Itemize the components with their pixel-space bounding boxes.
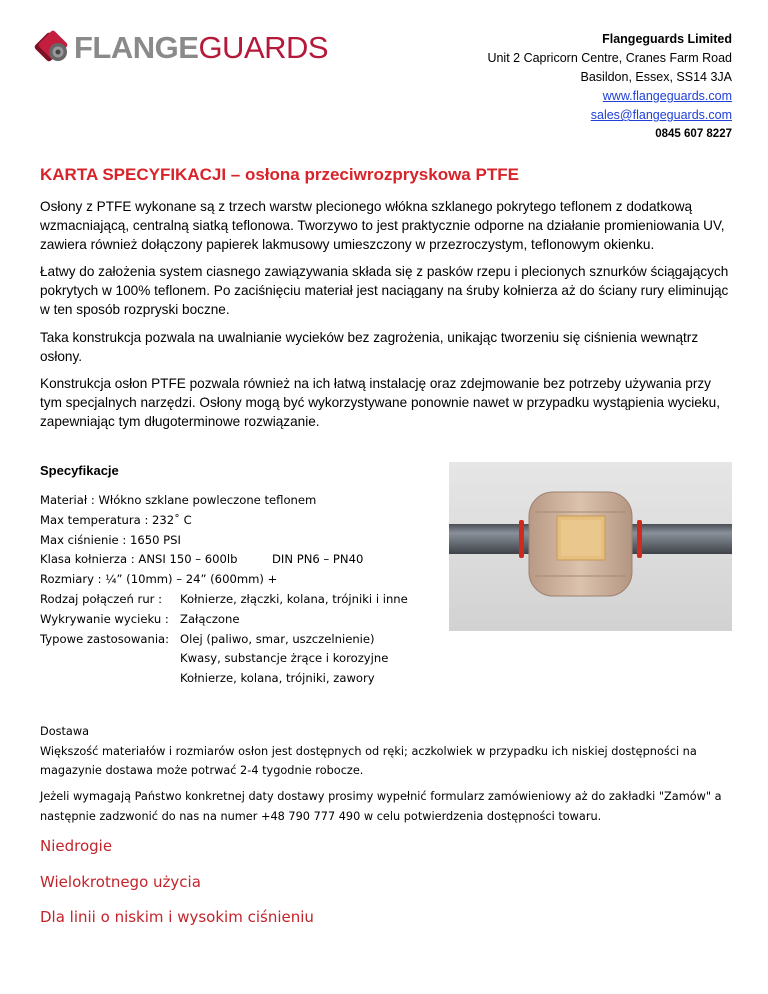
spec-material: Materiał : Włókno szklane powleczone teflonem: [40, 493, 317, 507]
specs-heading: Specyfikacje: [40, 463, 119, 478]
delivery-section: [40, 722, 730, 781]
flangeguards-logo-icon: [32, 28, 72, 68]
product-photo: [449, 462, 732, 631]
feature-3: Dla linii o niskim i wysokim ciśnieniu: [40, 908, 314, 926]
spec-connection-value: Kołnierze, złączki, kolana, trójniki i inne: [180, 591, 408, 606]
logo-part1: FLANGE: [74, 30, 199, 65]
spec-connection-label: Rodzaj połączeń rur :: [40, 591, 163, 606]
company-name: Flangeguards Limited: [602, 32, 732, 46]
paragraph-4: Konstrukcja osłon PTFE pozwala również na ich łatwą instalację oraz zdejmowanie bez potrzeby używania przy tym specjalnych narzędzi. Osłony mogą być wykorzystywane ponownie nawet w przypadku wystąpienia wycieku, zapewniając tym długoterminowe rozwiązanie.: [40, 376, 720, 429]
spec-max-pressure: Max ciśnienie : 1650 PSI: [40, 532, 181, 547]
spec-leak: [40, 610, 408, 630]
page-title: KARTA SPECYFIKACJI – osłona przeciwrozpryskowa PTFE: [40, 165, 519, 184]
order-text: Jeżeli wymagają Państwo konkretnej daty dostawy prosimy wypełnić formularz zamówieniowy aż do zakładki "Zamów" a następnie zadzwonić do nas na numer +48 790 777 490 w celu potwierdzenia dostępności towaru.: [40, 790, 722, 823]
spec-usage-row-2: [40, 649, 408, 669]
feature-1: Niedrogie: [40, 837, 113, 855]
paragraph-1: Osłony z PTFE wykonane są z trzech warstw plecionego włókna szklanego pokrytego teflonem z dodatkową wzmacniającą, centralną siatką teflonowa. Tworzywo to jest praktycznie odporne na działanie promieniowania UV, zawiera również dołączony papierek lakmusowy umieszczony w przezroczystym, teflonowym okienku.: [40, 199, 725, 252]
delivery-heading: Dostawa: [40, 725, 90, 738]
spec-usage-spacer: [40, 649, 180, 669]
paragraph-2: Łatwy do założenia system ciasnego zawiązywania składa się z pasków rzepu i plecionych sznurków ściągających pokrytych w 100% teflonem. Po zaciśnięciu materiał jest naciągany na śruby kołnierza aż do ściany rury eliminując w ten sposób rozpryski boczne.: [40, 264, 729, 317]
delivery-text: Większość materiałów i rozmiarów osłon jest dostępnych od ręki; aczkolwiek w przypadku ich niskiej dostępności na magazynie dostawa może potrwać 2-4 tygodnie robocze.: [40, 744, 697, 777]
website-link[interactable]: www.flangeguards.com: [602, 89, 732, 103]
paragraph-3: Taka konstrukcja pozwala na uwalnianie wycieków bez zagrożenia, unikając tworzeniu się ciśnienia wewnątrz osłony.: [40, 330, 699, 364]
spec-leak-label: Wykrywanie wycieku :: [40, 611, 169, 626]
spec-flange-class: [40, 550, 408, 570]
spec-usage-spacer: [40, 669, 180, 689]
spec-leak-value: Załączone: [180, 611, 240, 626]
email-link[interactable]: sales@flangeguards.com: [590, 108, 732, 122]
address-line2: Basildon, Essex, SS14 3JA: [580, 70, 732, 84]
spec-max-temp: Max temperatura : 232˚ C: [40, 512, 192, 527]
spec-usage-value-2: Kwasy, substancje żrące i korozyjne: [180, 651, 389, 666]
spec-usage-value-3: Kołnierze, kolana, trójniki, zawory: [180, 671, 375, 686]
contact-block: [487, 30, 732, 144]
spec-sizes: Rozmiary : ¼” (10mm) – 24” (600mm) +: [40, 572, 278, 587]
address-line1: Unit 2 Capricorn Centre, Cranes Farm Road: [487, 51, 732, 65]
spec-usage-label: Typowe zastosowania:: [40, 631, 170, 646]
spec-connection: [40, 590, 408, 610]
spec-usage-row-3: [40, 669, 408, 689]
phone-number: 0845 607 8227: [655, 128, 732, 140]
logo-part2: GUARDS: [198, 30, 329, 65]
spec-usage: [40, 630, 408, 650]
spec-flange-ansi: Klasa kołnierza : ANSI 150 – 600lb: [40, 552, 238, 567]
spec-usage-value-1: Olej (paliwo, smar, uszczelnienie): [180, 631, 375, 646]
specs-list: [40, 491, 408, 689]
spec-flange-din: DIN PN6 – PN40: [272, 552, 364, 567]
logo-wordmark: [74, 28, 328, 68]
feature-2: Wielokrotnego użycia: [40, 873, 201, 891]
